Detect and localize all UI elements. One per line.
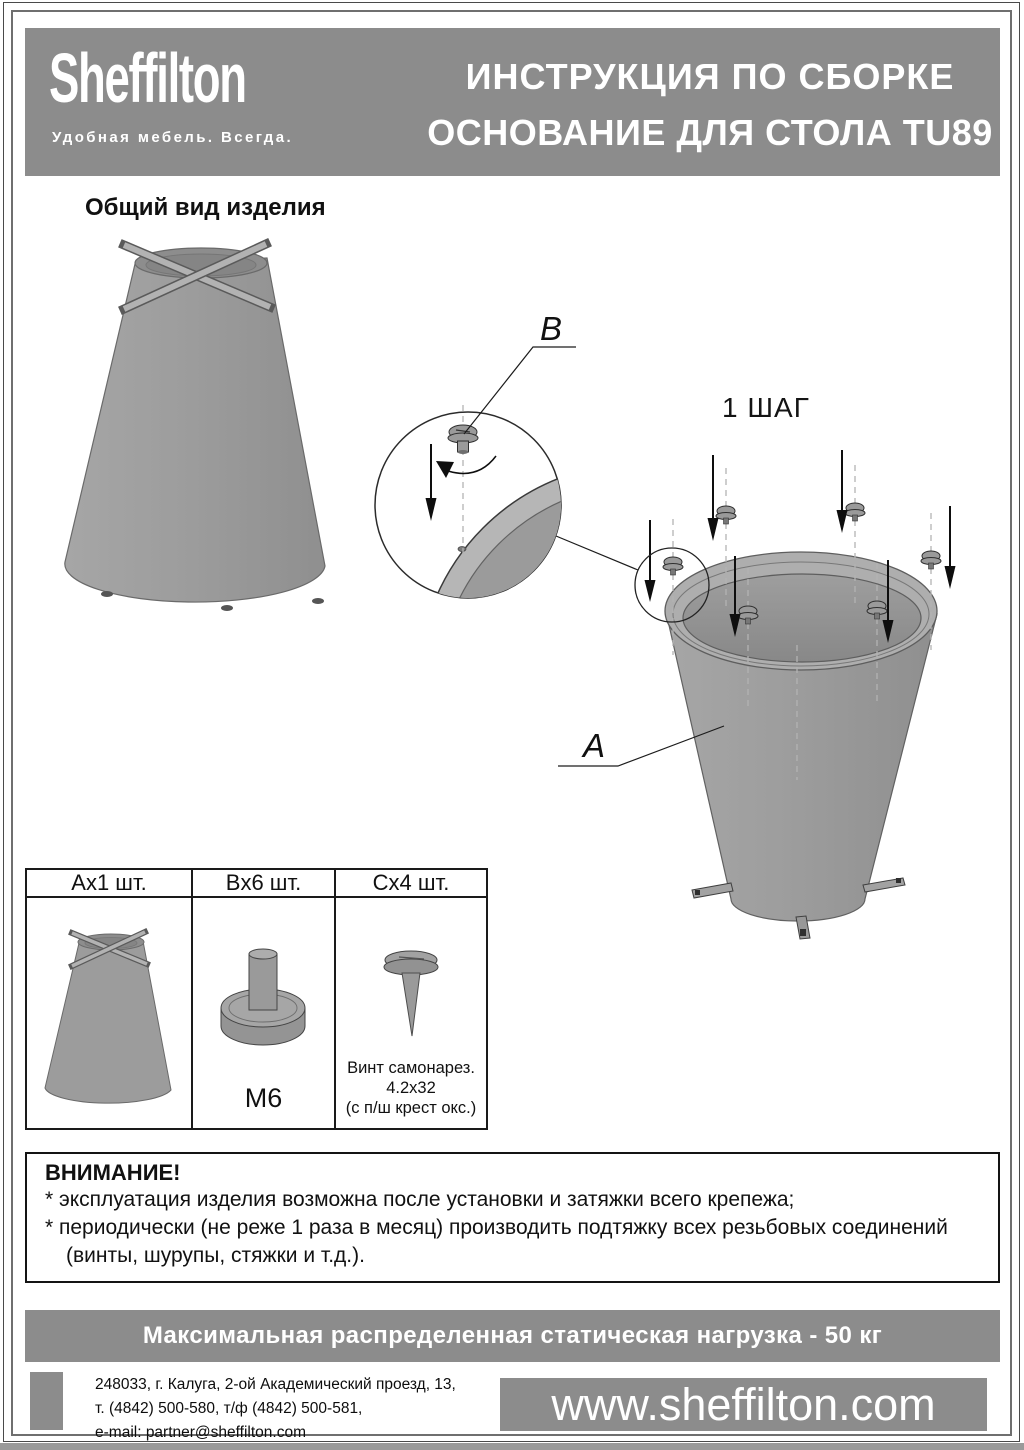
warning-item-2: * периодически (не реже 1 раза в месяц) производить подтяжку всех резьбовых соединений (винты, шурупы, стяжки и т.д.). (45, 1216, 948, 1267)
overview-heading: Общий вид изделия (85, 194, 326, 221)
header-banner (25, 28, 1000, 176)
doc-title-line1: ИНСТРУКЦИЯ ПО СБОРКЕ (465, 56, 955, 97)
footer-accent-square (30, 1372, 63, 1430)
part-b-size: M6 (244, 1083, 283, 1113)
part-a-image (27, 898, 189, 1124)
parts-table-header (27, 870, 486, 898)
part-a-header: Ax1 шт. (27, 870, 193, 896)
warning-box (25, 1152, 1000, 1283)
part-b-cell (193, 898, 336, 1129)
part-c-cell (336, 898, 486, 1129)
warning-title: ВНИМАНИЕ! (45, 1160, 181, 1185)
detail-leader (556, 536, 638, 570)
assembly-diagram (0, 185, 1024, 970)
doc-title-line2: ОСНОВАНИЕ ДЛЯ СТОЛА TU89 (427, 112, 993, 153)
doc-title (420, 28, 1000, 151)
part-label-a: A (582, 727, 606, 764)
part-c-caption-line1: Винт самонарез. (347, 1059, 475, 1077)
load-banner-text: Максимальная распределенная статическая нагрузка - 50 кг (142, 1322, 883, 1349)
brand-tagline: Удобная мебель. Всегда. (52, 129, 294, 146)
part-c-header: Cx4 шт. (372, 870, 450, 895)
footer-address-line1: 248033, г. Калуга, 2-ой Академический проезд, 13, (95, 1376, 456, 1393)
bottom-strip (0, 1443, 1024, 1450)
footer-address (95, 1373, 456, 1445)
website-banner (500, 1378, 987, 1431)
part-c-caption (336, 1058, 486, 1118)
part-b-header: Bx6 шт. (193, 870, 336, 896)
parts-table (25, 868, 488, 1130)
footer-address-line2: т. (4842) 500-580, т/ф (4842) 500-581, (95, 1400, 363, 1417)
part-c-caption-line2: 4.2x32 (386, 1079, 436, 1097)
step-label: 1 ШАГ (722, 392, 810, 423)
load-banner (25, 1310, 1000, 1362)
warning-item-1: * эксплуатация изделия возможна после установки и затяжки всего крепежа; (45, 1188, 795, 1211)
footer-address-line3: e-mail: partner@sheffilton.com (95, 1424, 307, 1441)
parts-table-body (27, 898, 486, 1129)
part-c-caption-line3: (с п/ш крест окс.) (345, 1099, 477, 1117)
base-cone-illustration (65, 244, 325, 611)
website-url: www.sheffilton.com (551, 1379, 936, 1430)
part-a-cell (27, 898, 193, 1129)
brand-logo: Sheffilton (49, 39, 246, 117)
part-label-b: B (539, 310, 563, 347)
step-cone-illustration (665, 552, 937, 939)
